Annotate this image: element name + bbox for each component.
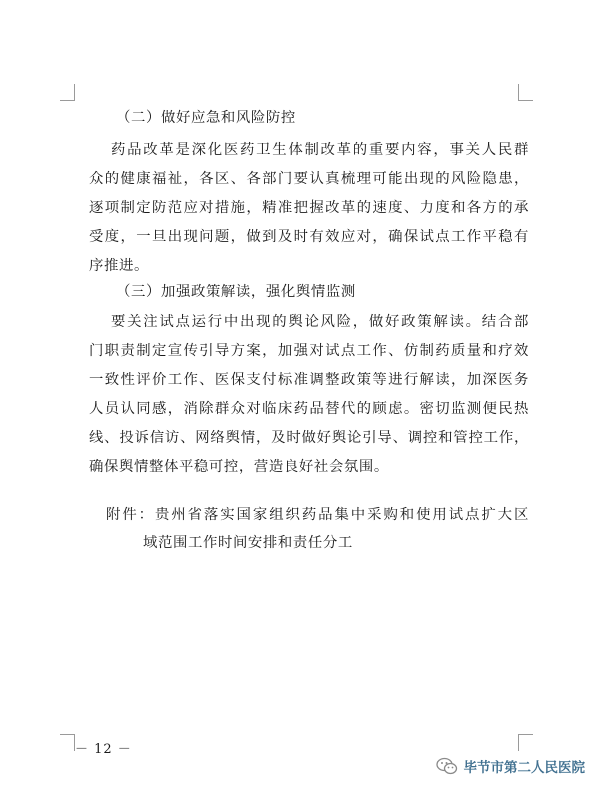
section-3-paragraph-line: 线、投诉信访、网络舆情，及时做好舆论引导、调控和管控工作， — [89, 430, 529, 446]
section-3-paragraph-line: 门职责制定宣传引导方案，加强对试点工作、仿制药质量和疗效 — [89, 343, 529, 359]
section-3-paragraph-line: 确保舆情整体平稳可控，营造良好社会氛围。 — [89, 459, 389, 475]
section-2-heading: （二）做好应急和风险防控 — [116, 110, 296, 126]
section-2-paragraph-line: 逐项制定防范应对措施，精准把握改革的速度、力度和各方的承 — [89, 200, 529, 216]
crop-mark-top-right — [518, 84, 533, 101]
wechat-icon — [436, 757, 458, 775]
section-3-paragraph-line: 人员认同感，消除群众对临床药品替代的顾虑。密切监测便民热 — [89, 401, 529, 417]
page-number: － 12 － — [75, 742, 132, 757]
attachment-line: 附件：贵州省落实国家组织药品集中采购和使用试点扩大区 — [106, 507, 529, 523]
attachment-line: 域范围工作时间安排和责任分工 — [143, 535, 353, 551]
account-watermark — [436, 756, 586, 776]
section-3-paragraph-line: 要关注试点运行中出现的舆论风险，做好政策解读。结合部 — [111, 314, 529, 330]
crop-mark-bottom-right — [518, 734, 533, 751]
crop-mark-top-left — [60, 84, 75, 101]
section-2-paragraph-line: 序推进。 — [89, 258, 149, 274]
watermark-text: 毕节市第二人民医院 — [463, 760, 585, 776]
section-3-paragraph-line: 一致性评价工作、医保支付标准调整政策等进行解读，加深医务 — [89, 372, 529, 388]
section-2-paragraph-line: 受度，一旦出现问题，做到及时有效应对，确保试点工作平稳有 — [89, 229, 529, 245]
section-2-paragraph-line: 众的健康福祉，各区、各部门要认真梳理可能出现的风险隐患， — [89, 171, 529, 187]
section-3-heading: （三）加强政策解读，强化舆情监测 — [116, 284, 356, 300]
section-2-paragraph-line: 药品改革是深化医药卫生体制改革的重要内容，事关人民群 — [111, 142, 529, 158]
crop-mark-bottom-left — [60, 734, 75, 751]
